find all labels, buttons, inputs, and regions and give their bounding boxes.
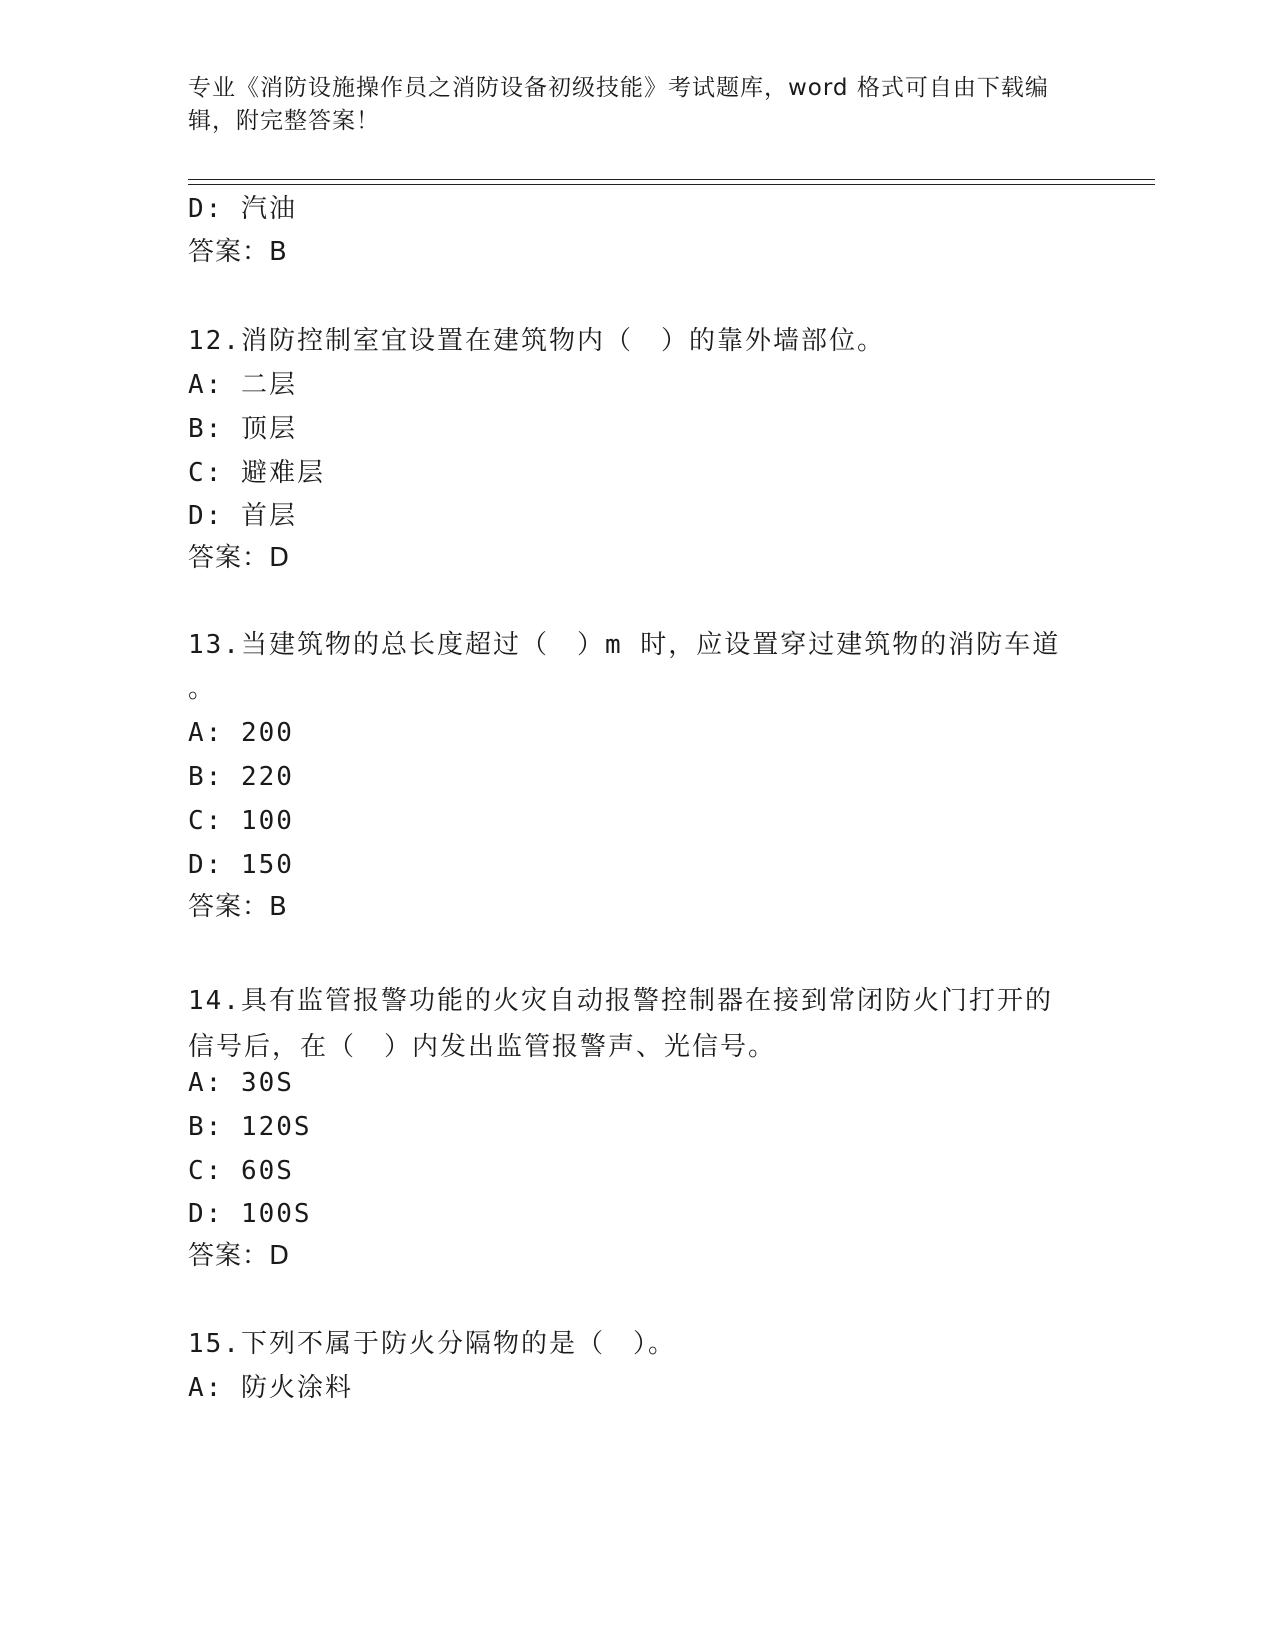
q12-question: 12.消防控制室宜设置在建筑物内（ ）的靠外墙部位。 [188, 326, 885, 356]
q14-answer: 答案：D [188, 1241, 291, 1271]
q12-answer: 答案：D [188, 543, 291, 573]
q15-option-a: A: 防火涂料 [188, 1373, 353, 1403]
header-rule-bottom [188, 184, 1155, 185]
prev-option-d: D: 汽油 [188, 194, 297, 224]
prev-answer: 答案：B [188, 237, 288, 267]
header-rule-top [188, 179, 1155, 180]
q14-option-c: C: 60S [188, 1156, 294, 1186]
q13-option-d: D: 150 [188, 850, 294, 880]
document-header: 专业《消防设施操作员之消防设备初级技能》考试题库，word 格式可自由下载编辑，附完整答案！ [188, 75, 1049, 134]
q12-option-d: D: 首层 [188, 501, 297, 531]
q13-question-continued: 。 [188, 674, 217, 704]
q12-option-b: B: 顶层 [188, 414, 297, 444]
q12-option-c: C: 避难层 [188, 458, 325, 488]
q13-option-a: A: 200 [188, 718, 294, 748]
q14-option-d: D: 100S [188, 1199, 312, 1229]
q14-option-a: A: 30S [188, 1068, 294, 1098]
q13-question: 13.当建筑物的总长度超过（ ）m 时，应设置穿过建筑物的消防车道 [188, 630, 1061, 660]
q15-question: 15.下列不属于防火分隔物的是（ ）。 [188, 1329, 676, 1359]
q12-option-a: A: 二层 [188, 370, 297, 400]
q14-option-b: B: 120S [188, 1112, 312, 1142]
q13-option-c: C: 100 [188, 806, 294, 836]
q13-option-b: B: 220 [188, 762, 294, 792]
q14-question: 14.具有监管报警功能的火灾自动报警控制器在接到常闭防火门打开的信号后，在（ ）内发出监管报警声、光信号。 [188, 986, 1053, 1062]
q13-answer: 答案：B [188, 892, 288, 922]
